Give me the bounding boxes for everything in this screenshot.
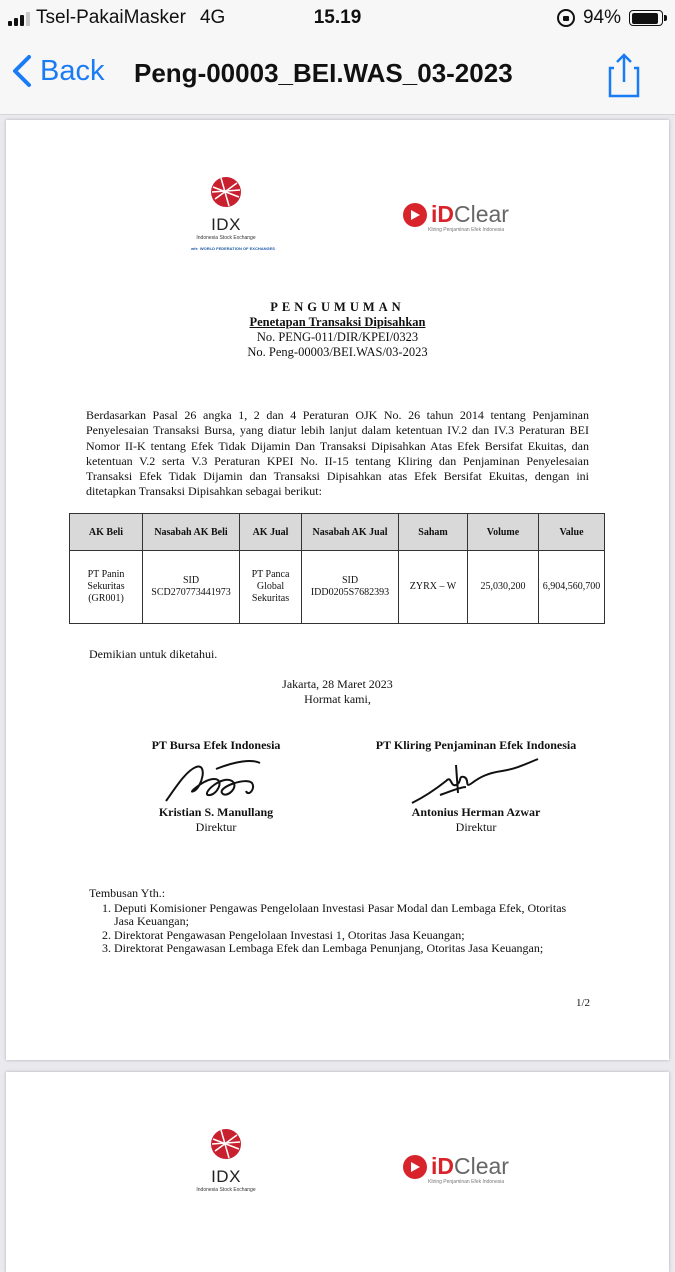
idx-globe-icon — [209, 175, 243, 209]
signature-icon — [156, 757, 276, 805]
transaction-table — [69, 513, 605, 624]
place-date: Jakarta, 28 Maret 2023 — [282, 677, 393, 691]
signer-organization: PT Bursa Efek Indonesia — [151, 738, 281, 752]
idclear-logo-text: iDClear — [431, 1153, 509, 1179]
back-label: Back — [40, 54, 105, 87]
table-header: Nasabah AK Beli — [143, 514, 240, 551]
table-header: Volume — [468, 514, 539, 551]
table-cell: PT Panin Sekuritas (GR001) — [70, 551, 143, 624]
announcement-heading — [6, 300, 669, 360]
signer-title: Direktur — [195, 820, 237, 834]
carbon-copy-section — [89, 887, 589, 956]
idclear-logo-subtitle: Kliring Penjaminan Efek Indonesia — [428, 227, 505, 233]
idclear-mark-icon — [402, 202, 428, 228]
regards: Hormat kami, — [304, 692, 371, 706]
idclear-logo — [402, 1154, 509, 1185]
battery-percent: 94% — [582, 7, 621, 28]
list-item: 1. Deputi Komisioner Pengawas Pengelolaan Investasi Pasar Modal dan Lembaga Efek, Otoritas Jasa Keuangan; — [114, 902, 589, 929]
list-item: 2. Direktorat Pengawasan Pengelolaan Investasi 1, Otoritas Jasa Keuangan; — [114, 929, 589, 943]
battery-icon — [629, 10, 663, 26]
signer-title: Direktur — [455, 820, 497, 834]
table-cell: 25,030,200 — [468, 551, 539, 624]
share-button[interactable] — [608, 52, 640, 103]
table-header: Nasabah AK Jual — [302, 514, 399, 551]
battery-level — [632, 13, 658, 24]
rotation-lock-icon — [557, 9, 575, 27]
idx-logo-text: IDX — [211, 215, 241, 234]
idx-logo-subtitle: Indonesia Stock Exchange — [196, 235, 256, 241]
table-cell: SID SCD270773441973 — [143, 551, 240, 624]
document-title: Peng-00003_BEI.WAS_03-2023 — [134, 58, 513, 88]
heading-title: PENGUMUMAN — [270, 300, 405, 314]
carrier-name: Tsel-PakaiMasker — [36, 7, 186, 28]
status-right — [557, 7, 663, 29]
table-cell: SID IDD0205S7682393 — [302, 551, 399, 624]
signature-icon — [406, 757, 546, 805]
idx-logo-subtitle: Indonesia Stock Exchange — [196, 1187, 256, 1193]
idx-logo-text: IDX — [211, 1167, 241, 1186]
back-button[interactable] — [12, 54, 104, 88]
table-header: AK Jual — [240, 514, 302, 551]
page-number: 1/2 — [576, 997, 591, 1009]
signer-name: Antonius Herman Azwar — [411, 805, 541, 819]
document-page-1[interactable] — [6, 120, 669, 1060]
list-item: 3. Direktorat Pengawasan Lembaga Efek dan Lembaga Penunjang, Otoritas Jasa Keuangan; — [114, 942, 589, 956]
idclear-mark-icon — [402, 1154, 428, 1180]
signature-block-bei — [106, 738, 326, 835]
table-cell: 6,904,560,700 — [539, 551, 605, 624]
heading-subtitle: Penetapan Transaksi Dipisahkan — [249, 315, 426, 329]
closing-line: Demikian untuk diketahui. — [89, 647, 218, 661]
idx-logo — [191, 1127, 261, 1193]
idx-logo — [191, 175, 275, 252]
table-cell: ZYRX – W — [399, 551, 468, 624]
navigation-bar — [0, 38, 675, 115]
document-page-2[interactable] — [6, 1072, 669, 1272]
intro-paragraph: Berdasarkan Pasal 26 angka 1, 2 dan 4 Peraturan OJK No. 26 tahun 2014 tentang Penjaminan Penyelesaian Transaksi Bursa, yang diatur lebih lanjut dalam ketentuan IV.2 dan IV.3 Peraturan BEI Nomor II-K tentang Efek Tidak Dijamin Dan Transaksi Dipisahkan Atas Efek Bersifat Ekuitas, dan ketentuan V.2 serta V.3 Peraturan KPEI No. II-15 tentang Kliring dan Penjaminan Penyelesaian Transaksi Efek Tidak Dijamin dan Transaksi Dipisahkan atas Efek Bersifat Ekuitas, dengan ini ditetapkan Transaksi Dipisahkan sebagai berikut: — [86, 408, 589, 499]
table-header-row — [70, 514, 605, 551]
chevron-left-icon — [12, 54, 32, 88]
table-cell: PT Panca Global Sekuritas — [240, 551, 302, 624]
reference-number-bei: No. Peng-00003/BEI.WAS/03-2023 — [247, 345, 428, 359]
signer-organization: PT Kliring Penjaminan Efek Indonesia — [375, 738, 577, 752]
table-row — [70, 551, 605, 624]
wfe-logo: wfe WORLD FEDERATION OF EXCHANGES — [191, 246, 275, 251]
status-bar — [0, 0, 675, 38]
reference-number-kpei: No. PENG-011/DIR/KPEI/0323 — [256, 330, 419, 344]
status-time: 15.19 — [313, 7, 362, 28]
network-type: 4G — [199, 7, 226, 28]
signature-block-kpei — [336, 738, 616, 835]
share-icon — [608, 52, 640, 98]
table-header: AK Beli — [70, 514, 143, 551]
idclear-logo-subtitle: Kliring Penjaminan Efek Indonesia — [428, 1179, 505, 1185]
cc-label: Tembusan Yth.: — [89, 886, 166, 900]
idx-globe-icon — [209, 1127, 243, 1161]
idclear-logo-text: iDClear — [431, 201, 509, 227]
cc-list — [89, 902, 589, 956]
place-date-block — [6, 677, 669, 707]
signer-name: Kristian S. Manullang — [158, 805, 274, 819]
table-header: Value — [539, 514, 605, 551]
idclear-logo — [402, 202, 509, 233]
table-header: Saham — [399, 514, 468, 551]
